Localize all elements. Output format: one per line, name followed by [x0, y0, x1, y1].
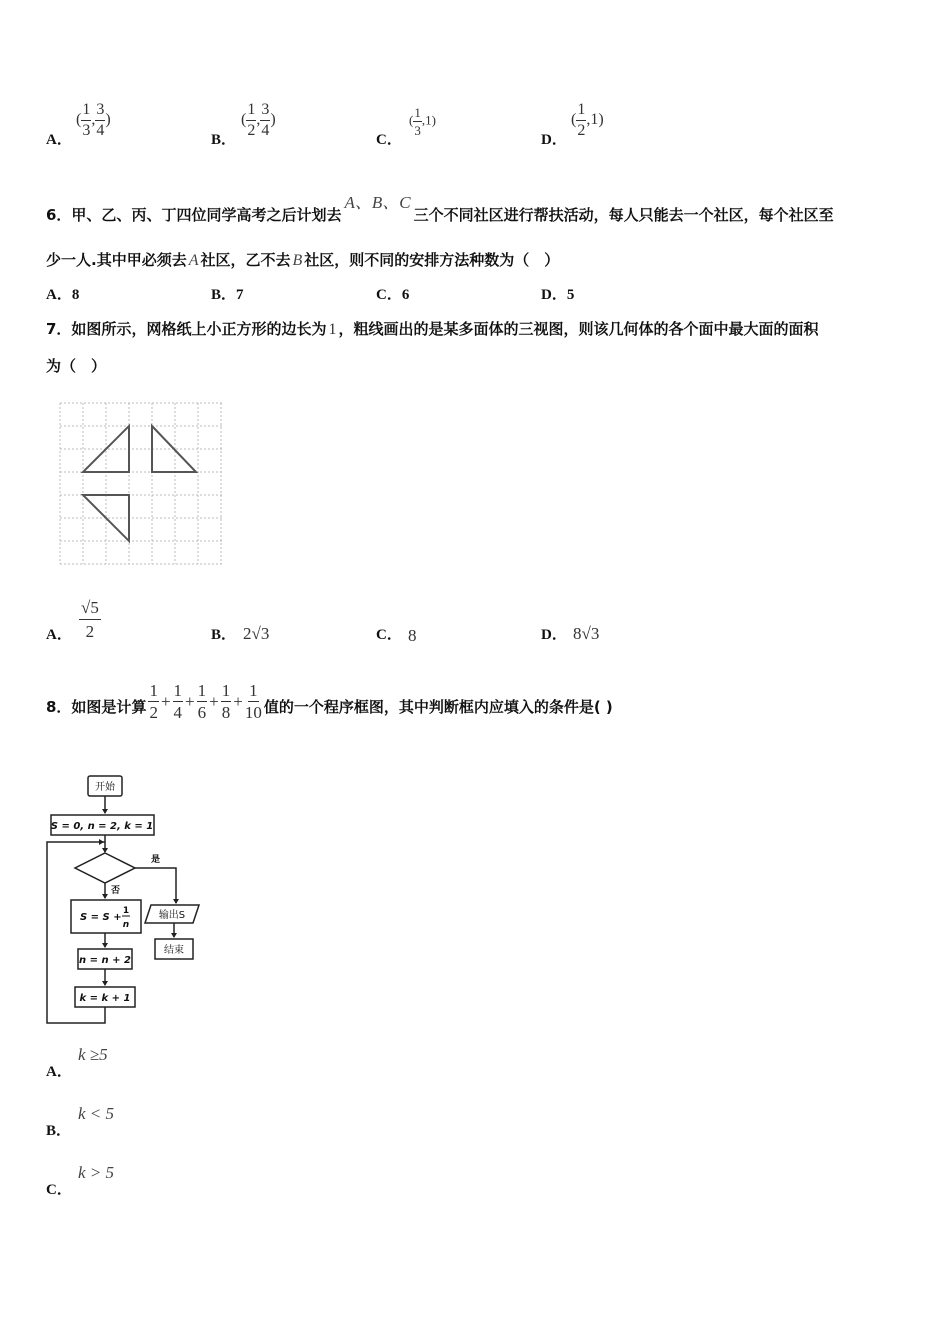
option-label: C．	[46, 1182, 72, 1198]
q8-stem: 8．如图是计算 $\frac{1}{2}$ + $\frac{1}{4}$ + $\frac{1}{6}$ + $\frac{1}{8}$ + $\frac{1}{10}$ 值的一个程序框图，其中判断框内应填入的条件是( )	[46, 681, 613, 722]
arrow-head	[102, 848, 108, 853]
option-math: ( $\frac{1}{3}$ ,1)	[409, 105, 436, 138]
option-label: D．	[541, 627, 567, 643]
option-label: B．	[211, 627, 237, 643]
option-label: C．	[376, 132, 402, 148]
option-math: ( $\frac{1}{2}$ ,1)	[571, 101, 604, 139]
option-math: $\frac{√5}{2}$	[81, 598, 99, 641]
option-label: A．	[46, 1064, 72, 1080]
option-math: k > 5	[78, 1163, 115, 1182]
arrow-head	[171, 933, 177, 938]
option-math: k < 5	[78, 1104, 115, 1123]
option-math: 2√3	[243, 624, 270, 643]
arrow-head	[102, 809, 108, 814]
option-math: 8	[408, 626, 417, 645]
output-label: 输出S	[158, 910, 186, 921]
arrow-head	[102, 943, 108, 948]
option-math: 8√3	[573, 624, 600, 643]
q7-line2: 为（ ）	[46, 357, 107, 375]
arrow-head	[173, 899, 179, 904]
init-label: S = 0, n = 2, k = 1	[50, 821, 154, 832]
q6-option-c: C．6	[376, 287, 410, 303]
option-label: A．	[46, 627, 72, 643]
q6-option-b: B．7	[211, 287, 244, 303]
arrow-head	[102, 981, 108, 986]
series-expression: $\frac{1}{2}$ + $\frac{1}{4}$ + $\frac{1}{6}$ + $\frac{1}{8}$ + $\frac{1}{10}$	[149, 681, 262, 722]
end-label: 结束	[164, 945, 184, 956]
assign-s-num: 1	[122, 906, 130, 916]
decision-diamond	[75, 853, 135, 883]
no-label: 否	[111, 886, 121, 896]
option-label: D．	[541, 132, 567, 148]
q6-line1: 6．甲、乙、丙、丁四位同学高考之后计划去A、B、C三个不同社区进行帮扶活动，每人只能去一个社区，每个社区至	[46, 193, 834, 224]
option-label: B．	[211, 132, 237, 148]
yes-branch-line	[135, 868, 176, 903]
q5-options	[46, 100, 906, 150]
option-label: A．	[46, 132, 72, 148]
assign-s-label: S = S +	[80, 912, 122, 923]
option-math: ( $\frac{1}{3}$ , $\frac{3}{4}$ )	[76, 101, 111, 139]
option-label: C．	[376, 627, 402, 643]
q6-line2: 少一人.其中甲必须去 A 社区，乙不去 B 社区，则不同的安排方法种数为（ ）	[46, 251, 560, 269]
option-label: B．	[46, 1123, 72, 1139]
q6-option-a: A．8	[46, 287, 80, 303]
q7-options	[46, 595, 906, 655]
assign-n-label: n = n + 2	[79, 955, 131, 966]
flowchart	[40, 770, 210, 1030]
arrow-head	[102, 894, 108, 899]
start-label: 开始	[95, 782, 115, 793]
option-math: ( $\frac{1}{2}$ , $\frac{3}{4}$ )	[241, 101, 276, 139]
grid-lines	[60, 403, 222, 564]
arrow-head	[99, 839, 104, 845]
q6-options	[46, 283, 906, 303]
q7-line1: 7．如图所示，网格纸上小正方形的边长为 1 ，粗线画出的是某多面体的三视图，则该几何体的各个面中最大面的面积	[46, 320, 819, 338]
assign-s-den: n	[122, 920, 130, 930]
three-view-figure	[55, 398, 227, 570]
yes-label: 是	[151, 855, 161, 865]
assign-k-label: k = k + 1	[79, 993, 131, 1004]
q6-option-d: D．5	[541, 287, 575, 303]
option-math: k ≥5	[78, 1045, 108, 1064]
